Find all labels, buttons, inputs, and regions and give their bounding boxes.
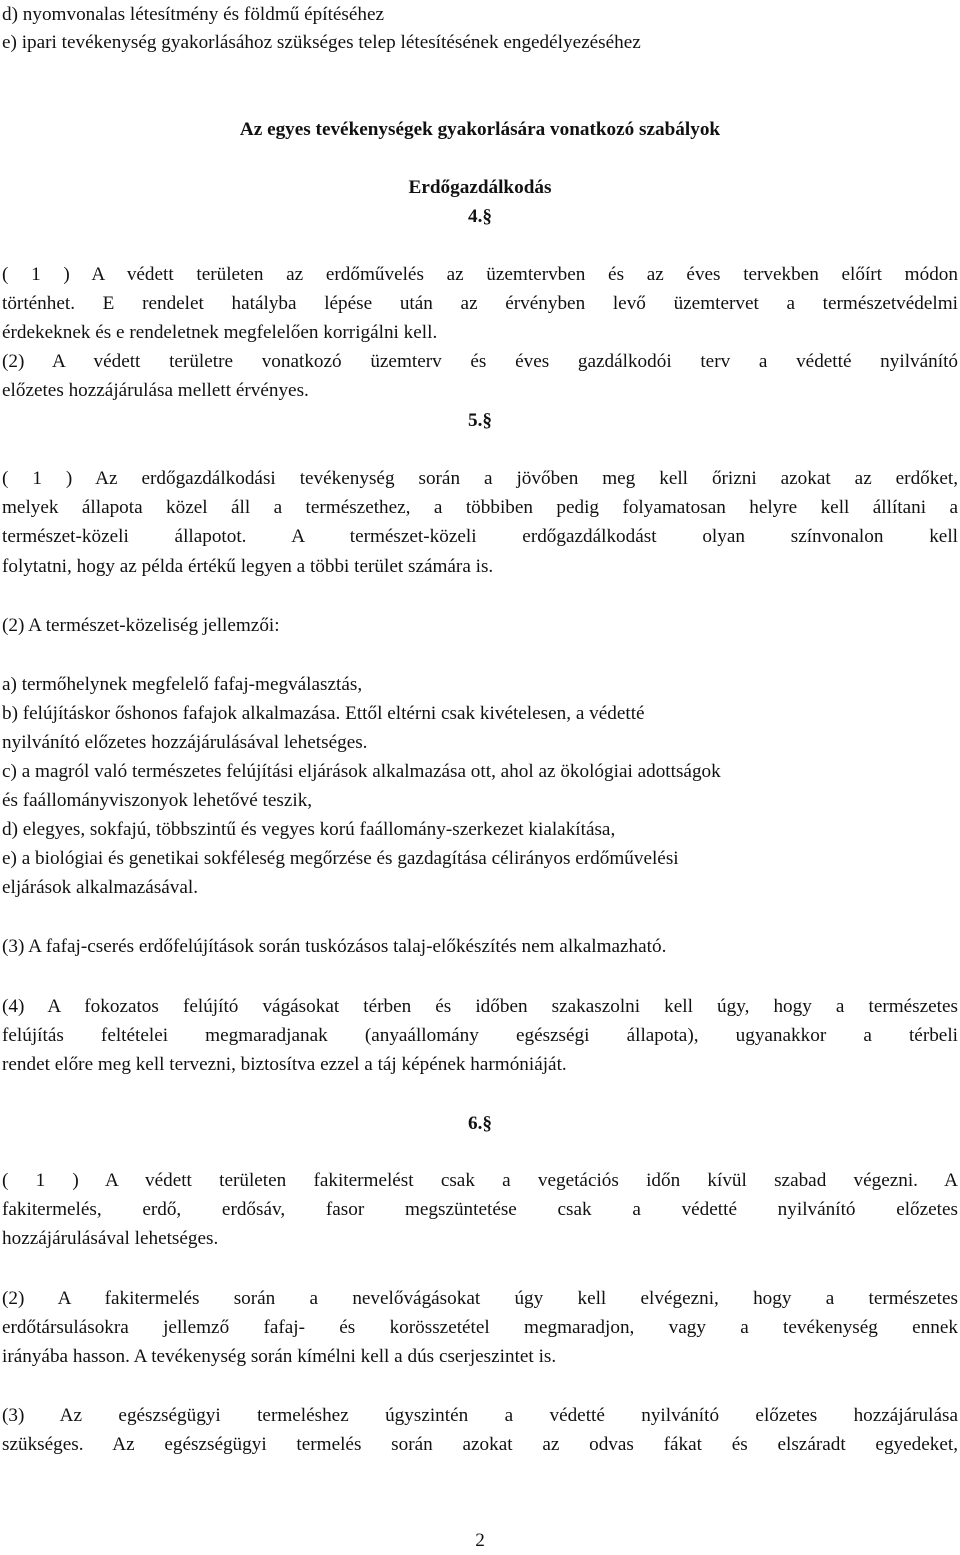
s5-p1-line: folytatni, hogy az példa értékű legyen a többi terület számára is. bbox=[2, 556, 494, 577]
list-item-e: e) ipari tevékenység gyakorlásához szükséges telep létesítésének engedélyezéséhez bbox=[2, 32, 641, 53]
s5-p2-intro: (2) A természet-közeliség jellemzői: bbox=[2, 615, 280, 636]
section-5-heading: 5.§ bbox=[468, 410, 492, 431]
s5-p1-line: természet-közeli állapotot. A természet-közeli erdőgazdálkodást olyan színvonalon kell bbox=[2, 526, 958, 547]
s6-p3-line: szükséges. Az egészségügyi termelés során azokat az odvas fákat és elszáradt egyedeket, bbox=[2, 1434, 958, 1455]
s5-p3: (3) A fafaj-cserés erdőfelújítások során tuskózásos talaj-előkészítés nem alkalmazható. bbox=[2, 936, 667, 957]
s5-p2-item: és faállományviszonyok lehetővé teszik, bbox=[2, 790, 313, 811]
s4-line: (2) A védett területre vonatkozó üzemterv és éves gazdálkodói terv a védetté nyilvánító bbox=[2, 351, 958, 372]
list-item-d: d) nyomvonalas létesítmény és földmű építéséhez bbox=[2, 4, 385, 25]
page-number: 2 bbox=[475, 1530, 485, 1551]
section-6-heading: 6.§ bbox=[468, 1113, 492, 1134]
s6-p1-line: ( 1 ) A védett területen fakitermelést csak a vegetációs időn kívül szabad végezni. A bbox=[2, 1170, 958, 1191]
s5-p4-line: (4) A fokozatos felújító vágásokat térben és időben szakaszolni kell úgy, hogy a természetes bbox=[2, 996, 958, 1017]
s5-p2-item: nyilvánító előzetes hozzájárulásával lehetséges. bbox=[2, 732, 368, 753]
s5-p4-line: felújítás feltételei megmaradjanak (anyaállomány egészségi állapota), ugyanakkor a térbeli bbox=[2, 1025, 958, 1046]
s6-p2-line: irányába hasson. A tevékenység során kímélni kell a dús cserjeszintet is. bbox=[2, 1346, 557, 1367]
s6-p3-line: (3) Az egészségügyi termeléshez úgyszintén a védetté nyilvánító előzetes hozzájárulása bbox=[2, 1405, 958, 1426]
section-title: Az egyes tevékenységek gyakorlására vonatkozó szabályok bbox=[239, 119, 721, 140]
s5-p2-item: b) felújításkor őshonos fafajok alkalmazása. Ettől eltérni csak kivételesen, a védetté bbox=[2, 703, 645, 724]
s5-p1-line: melyek állapota közel áll a természethez, a többiben pedig folyamatosan helyre kell állítani a bbox=[2, 497, 958, 518]
s5-p2-item: eljárások alkalmazásával. bbox=[2, 877, 199, 898]
s4-line: érdekeknek és e rendeletnek megfelelően korrigálni kell. bbox=[2, 322, 438, 343]
s6-p1-line: fakitermelés, erdő, erdősáv, fasor megszüntetése csak a védetté nyilvánító előzetes bbox=[2, 1199, 958, 1220]
s6-p2-line: (2) A fakitermelés során a nevelővágásokat úgy kell elvégezni, hogy a természetes bbox=[2, 1288, 958, 1309]
s4-line: történhet. E rendelet hatályba lépése után az érvényben levő üzemtervet a természetvédelmi bbox=[2, 293, 958, 314]
s5-p1-line: ( 1 ) Az erdőgazdálkodási tevékenység során a jövőben meg kell őrizni azokat az erdőket, bbox=[2, 468, 958, 489]
s5-p2-item: c) a magról való természetes felújítási eljárások alkalmazása ott, ahol az ökológiai adottságok bbox=[2, 761, 721, 782]
s5-p2-item: e) a biológiai és genetikai sokféleség megőrzése és gazdagítása célirányos erdőművelési bbox=[2, 848, 679, 869]
s5-p4-line: rendet előre meg kell tervezni, biztosítva ezzel a táj képének harmóniáját. bbox=[2, 1054, 567, 1075]
s4-line: ( 1 ) A védett területen az erdőművelés az üzemtervben és az éves tervekben előírt módon bbox=[2, 264, 958, 285]
subsection-title: Erdőgazdálkodás bbox=[408, 177, 552, 198]
s5-p2-item: a) termőhelynek megfelelő fafaj-megválasztás, bbox=[2, 674, 363, 695]
s6-p2-line: erdőtársulásokra jellemző fafaj- és korösszetétel megmaradjon, vagy a tevékenység ennek bbox=[2, 1317, 958, 1338]
s6-p1-line: hozzájárulásával lehetséges. bbox=[2, 1228, 219, 1249]
section-4-heading: 4.§ bbox=[468, 206, 492, 227]
s5-p2-item: d) elegyes, sokfajú, többszintű és vegyes korú faállomány-szerkezet kialakítása, bbox=[2, 819, 616, 840]
s4-line: előzetes hozzájárulása mellett érvényes. bbox=[2, 380, 309, 401]
